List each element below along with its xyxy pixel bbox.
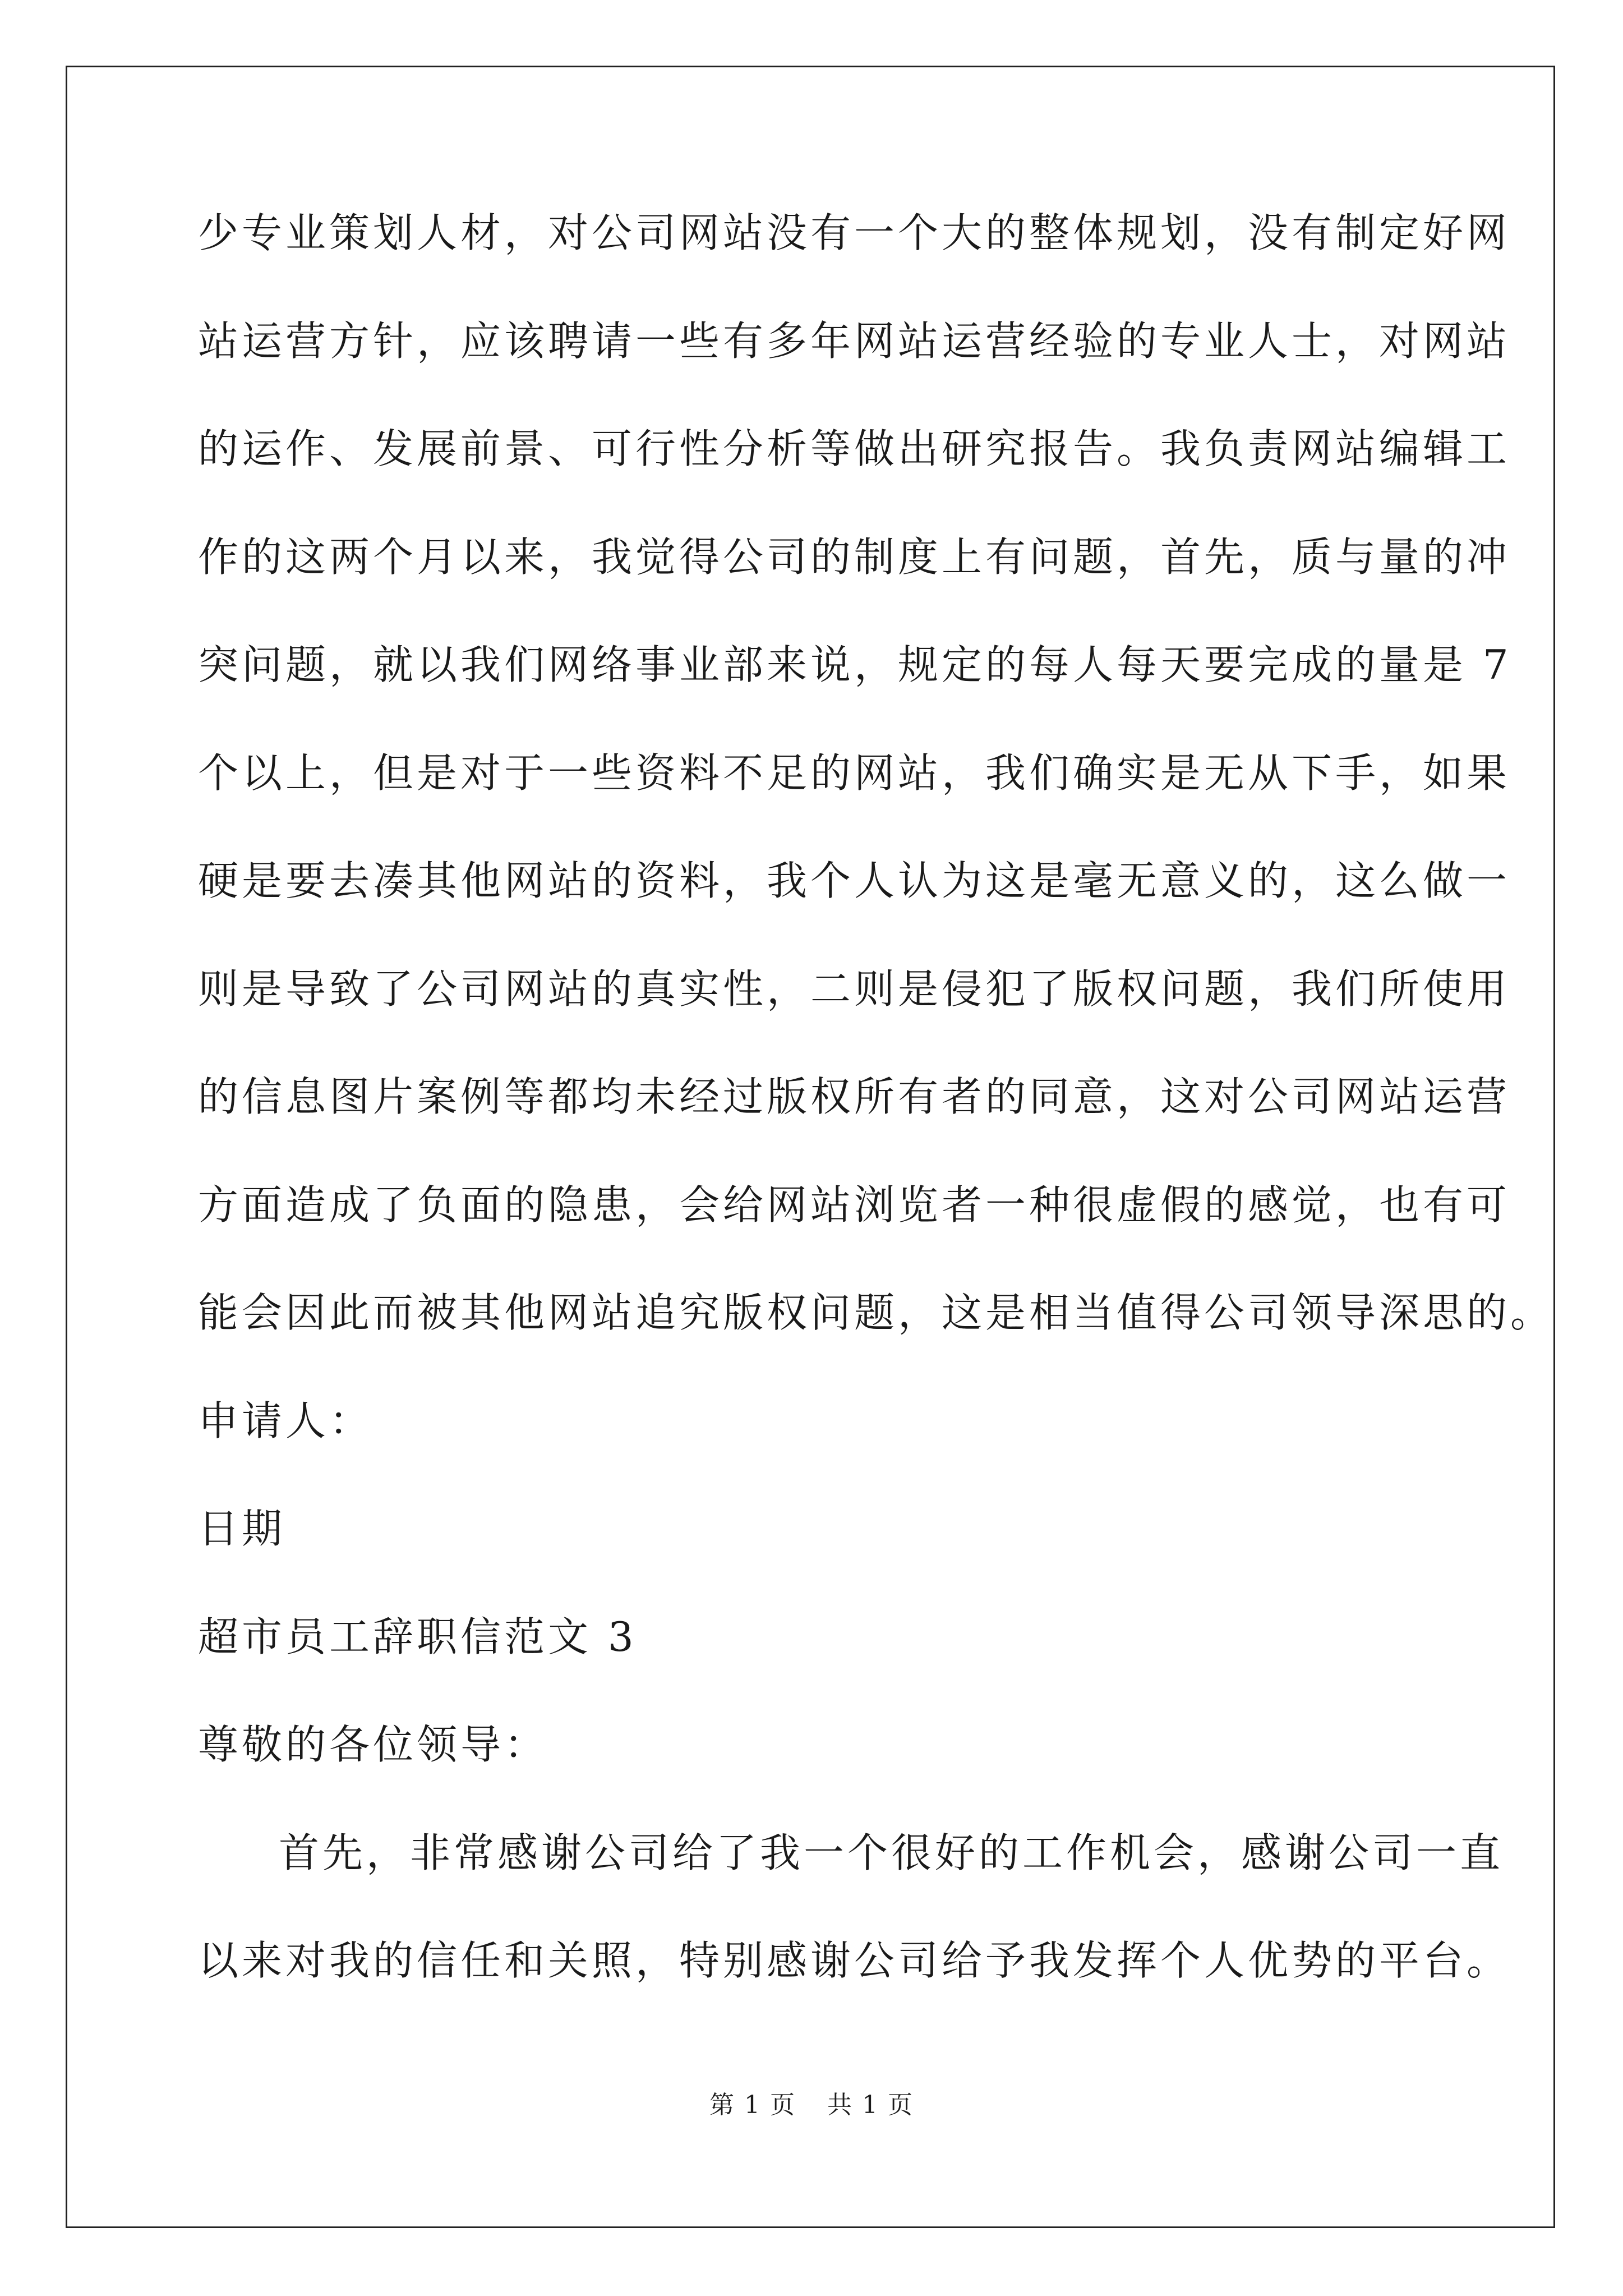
- body-line-1: 少专业策划人材，对公司网站没有一个大的整体规划，没有制定好网: [198, 209, 1511, 256]
- date-label: 日期: [198, 1505, 286, 1552]
- body-line-4: 作的这两个月以来，我觉得公司的制度上有问题，首先，质与量的冲: [198, 533, 1511, 581]
- body-line-7: 硬是要去凑其他网站的资料，我个人认为这是毫无意义的，这么做一: [198, 857, 1511, 904]
- body-line-paragraph-start: 首先，非常感谢公司给了我一个很好的工作机会，感谢公司一直: [279, 1829, 1504, 1876]
- body-line-8: 则是导致了公司网站的真实性，二则是侵犯了版权问题，我们所使用: [198, 965, 1511, 1013]
- document-body: [198, 205, 1555, 2041]
- body-line-3: 的运作、发展前景、可行性分析等做出研究报告。我负责网站编辑工: [198, 425, 1511, 472]
- page-footer: [0, 2090, 1623, 2121]
- applicant-label: 申请人：: [198, 1397, 374, 1444]
- page-total: 共 1 页: [827, 2091, 914, 2119]
- body-line-6: 个以上，但是对于一些资料不足的网站，我们确实是无从下手，如果: [198, 749, 1511, 797]
- body-line-5: 突问题，就以我们网络事业部来说，规定的每人每天要完成的量是 7: [198, 641, 1512, 688]
- body-line-10: 方面造成了负面的隐患，会给网站浏览者一种很虚假的感觉，也有可: [198, 1181, 1511, 1228]
- body-line-9: 的信息图片案例等都均未经过版权所有者的同意，这对公司网站运营: [198, 1073, 1511, 1120]
- body-line-11: 能会因此而被其他网站追究版权问题，这是相当值得公司领导深思的。: [198, 1289, 1555, 1336]
- salutation: 尊敬的各位领导：: [198, 1721, 548, 1768]
- body-line-2: 站运营方针，应该聘请一些有多年网站运营经验的专业人士，对网站: [198, 317, 1511, 365]
- page-number: 第 1 页: [709, 2091, 796, 2119]
- section-title: 超市员工辞职信范文 3: [198, 1613, 637, 1660]
- body-line-last: 以来对我的信任和关照，特别感谢公司给予我发挥个人优势的平台。: [198, 1937, 1511, 1984]
